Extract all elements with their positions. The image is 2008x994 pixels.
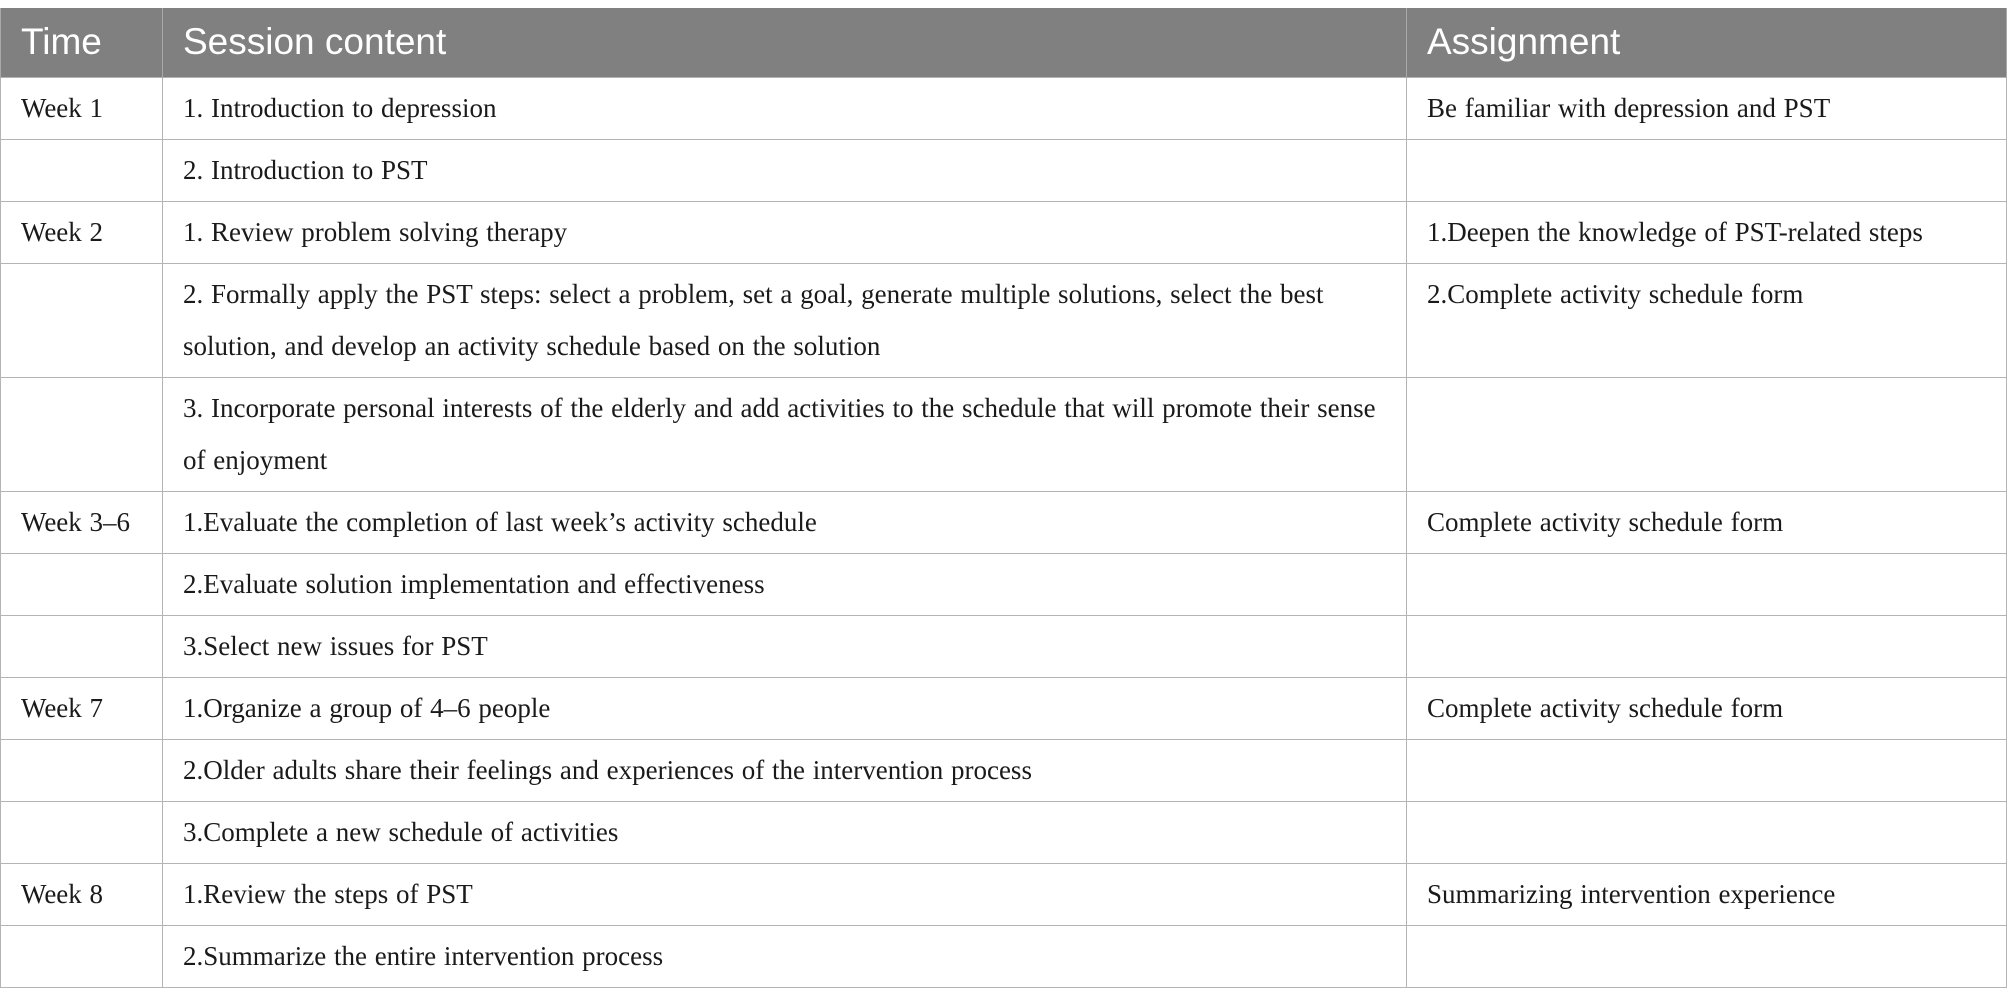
content-cell: 2. Formally apply the PST steps: select a problem, set a goal, generate multiple solutions, select the best solution, and develop an activity schedule based on the solution — [163, 263, 1407, 377]
content-cell: 1. Introduction to depression — [163, 77, 1407, 139]
table-row — [1, 201, 2007, 263]
content-cell: 2.Older adults share their feelings and experiences of the intervention process — [163, 739, 1407, 801]
content-cell: 1.Review the steps of PST — [163, 863, 1407, 925]
content-cell: 1.Organize a group of 4–6 people — [163, 677, 1407, 739]
content-cell: 2.Summarize the entire intervention process — [163, 925, 1407, 987]
time-cell — [1, 139, 163, 201]
table-row — [1, 139, 2007, 201]
assignment-cell — [1407, 801, 2007, 863]
content-cell: 2. Introduction to PST — [163, 139, 1407, 201]
table-row — [1, 801, 2007, 863]
content-cell: 1. Review problem solving therapy — [163, 201, 1407, 263]
content-cell: 3.Select new issues for PST — [163, 615, 1407, 677]
table-body — [1, 77, 2007, 987]
time-cell: Week 8 — [1, 863, 163, 925]
header-time: Time — [1, 8, 163, 77]
assignment-cell — [1407, 925, 2007, 987]
header-assignment: Assignment — [1407, 8, 2007, 77]
time-cell: Week 2 — [1, 201, 163, 263]
table-header — [1, 8, 2007, 77]
session-table — [0, 8, 2007, 988]
table-row — [1, 553, 2007, 615]
time-cell — [1, 925, 163, 987]
time-cell — [1, 553, 163, 615]
assignment-cell: 2.Complete activity schedule form — [1407, 263, 2007, 377]
assignment-cell — [1407, 139, 2007, 201]
assignment-cell: Summarizing intervention experience — [1407, 863, 2007, 925]
table-row — [1, 677, 2007, 739]
content-cell: 2.Evaluate solution implementation and effectiveness — [163, 553, 1407, 615]
table-row — [1, 77, 2007, 139]
time-cell — [1, 739, 163, 801]
assignment-cell — [1407, 553, 2007, 615]
assignment-cell: 1.Deepen the knowledge of PST-related steps — [1407, 201, 2007, 263]
table-row — [1, 491, 2007, 553]
content-cell: 3. Incorporate personal interests of the elderly and add activities to the schedule that will promote their sense of enjoyment — [163, 377, 1407, 491]
table-row — [1, 615, 2007, 677]
table-row — [1, 925, 2007, 987]
content-cell: 1.Evaluate the completion of last week’s activity schedule — [163, 491, 1407, 553]
table-row — [1, 863, 2007, 925]
table-row — [1, 377, 2007, 491]
table-row — [1, 263, 2007, 377]
time-cell: Week 1 — [1, 77, 163, 139]
header-row — [1, 8, 2007, 77]
time-cell — [1, 615, 163, 677]
assignment-cell: Be familiar with depression and PST — [1407, 77, 2007, 139]
content-cell: 3.Complete a new schedule of activities — [163, 801, 1407, 863]
assignment-cell — [1407, 739, 2007, 801]
time-cell: Week 3–6 — [1, 491, 163, 553]
assignment-cell — [1407, 615, 2007, 677]
assignment-cell — [1407, 377, 2007, 491]
time-cell — [1, 377, 163, 491]
time-cell — [1, 263, 163, 377]
assignment-cell: Complete activity schedule form — [1407, 491, 2007, 553]
time-cell — [1, 801, 163, 863]
header-session-content: Session content — [163, 8, 1407, 77]
time-cell: Week 7 — [1, 677, 163, 739]
assignment-cell: Complete activity schedule form — [1407, 677, 2007, 739]
table-row — [1, 739, 2007, 801]
